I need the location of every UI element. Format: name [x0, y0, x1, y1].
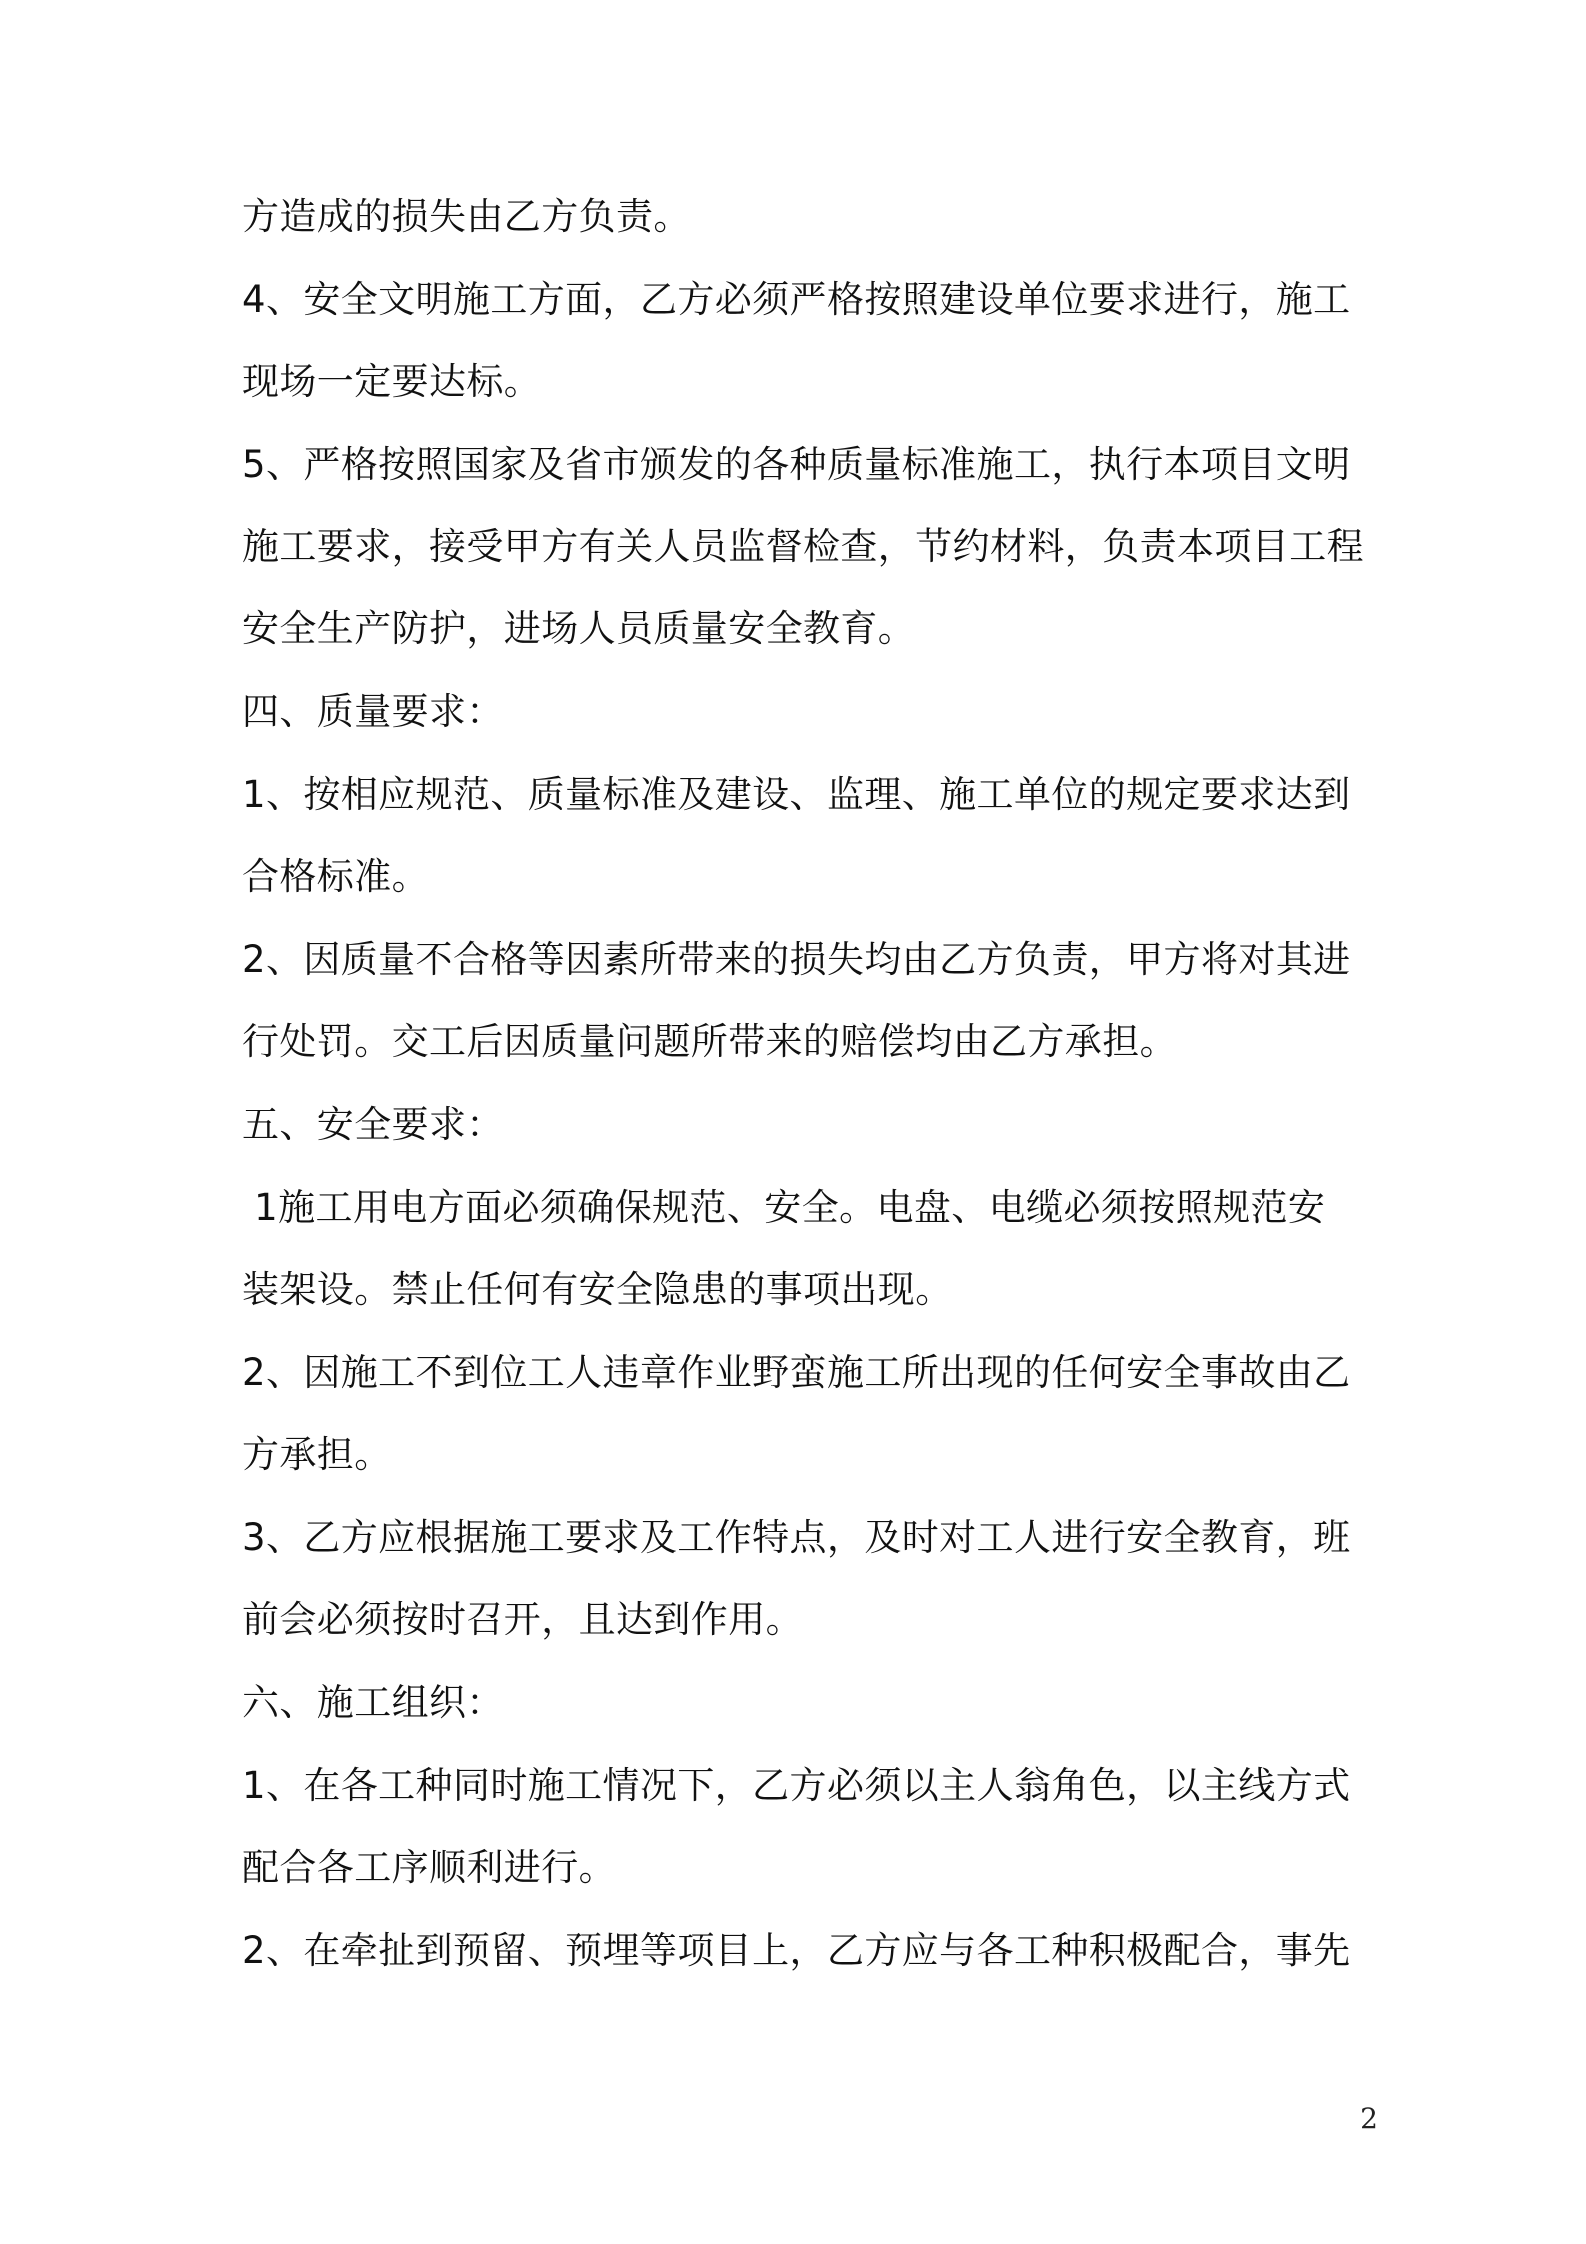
text-line: 5、严格按照国家及省市颁发的各种质量标准施工，执行本项目文明: [242, 443, 1351, 486]
text-line: 现场一定要达标。: [242, 360, 542, 403]
text-line: 1、按相应规范、质量标准及建设、监理、施工单位的规定要求达到: [242, 773, 1351, 816]
text-line: 行处罚。交工后因质量问题所带来的赔偿均由乙方承担。: [242, 1020, 1177, 1063]
text-line: 2、因质量不合格等因素所带来的损失均由乙方负责，甲方将对其进: [242, 938, 1351, 981]
body-text: [242, 195, 1364, 1972]
text-line: 3、乙方应根据施工要求及工作特点，及时对工人进行安全教育，班: [242, 1516, 1351, 1559]
section-heading: 四、质量要求：: [242, 690, 504, 733]
text-line: 前会必须按时召开，且达到作用。: [242, 1598, 803, 1641]
text-line: 1施工用电方面必须确保规范、安全。电盘、电缆必须按照规范安: [242, 1186, 1326, 1229]
page-number: 2: [1360, 2102, 1378, 2135]
section-heading: 五、安全要求：: [242, 1103, 504, 1146]
text-line: 配合各工序顺利进行。: [242, 1846, 616, 1889]
text-line: 施工要求，接受甲方有关人员监督检查，节约材料，负责本项目工程: [242, 525, 1364, 568]
text-line: 2、在牵扯到预留、预埋等项目上，乙方应与各工种积极配合，事先: [242, 1929, 1351, 1972]
text-line: 方造成的损失由乙方负责。: [242, 195, 691, 238]
text-line: 方承担。: [242, 1433, 392, 1476]
text-line: 安全生产防护，进场人员质量安全教育。: [242, 607, 916, 650]
section-heading: 六、施工组织：: [242, 1681, 504, 1724]
text-line: 装架设。禁止任何有安全隐患的事项出现。: [242, 1268, 953, 1311]
text-line: 2、因施工不到位工人违章作业野蛮施工所出现的任何安全事故由乙: [242, 1351, 1351, 1394]
text-line: 合格标准。: [242, 855, 429, 898]
text-line: 4、安全文明施工方面，乙方必须严格按照建设单位要求进行，施工: [242, 278, 1351, 321]
text-line: 1、在各工种同时施工情况下，乙方必须以主人翁角色，以主线方式: [242, 1764, 1351, 1807]
